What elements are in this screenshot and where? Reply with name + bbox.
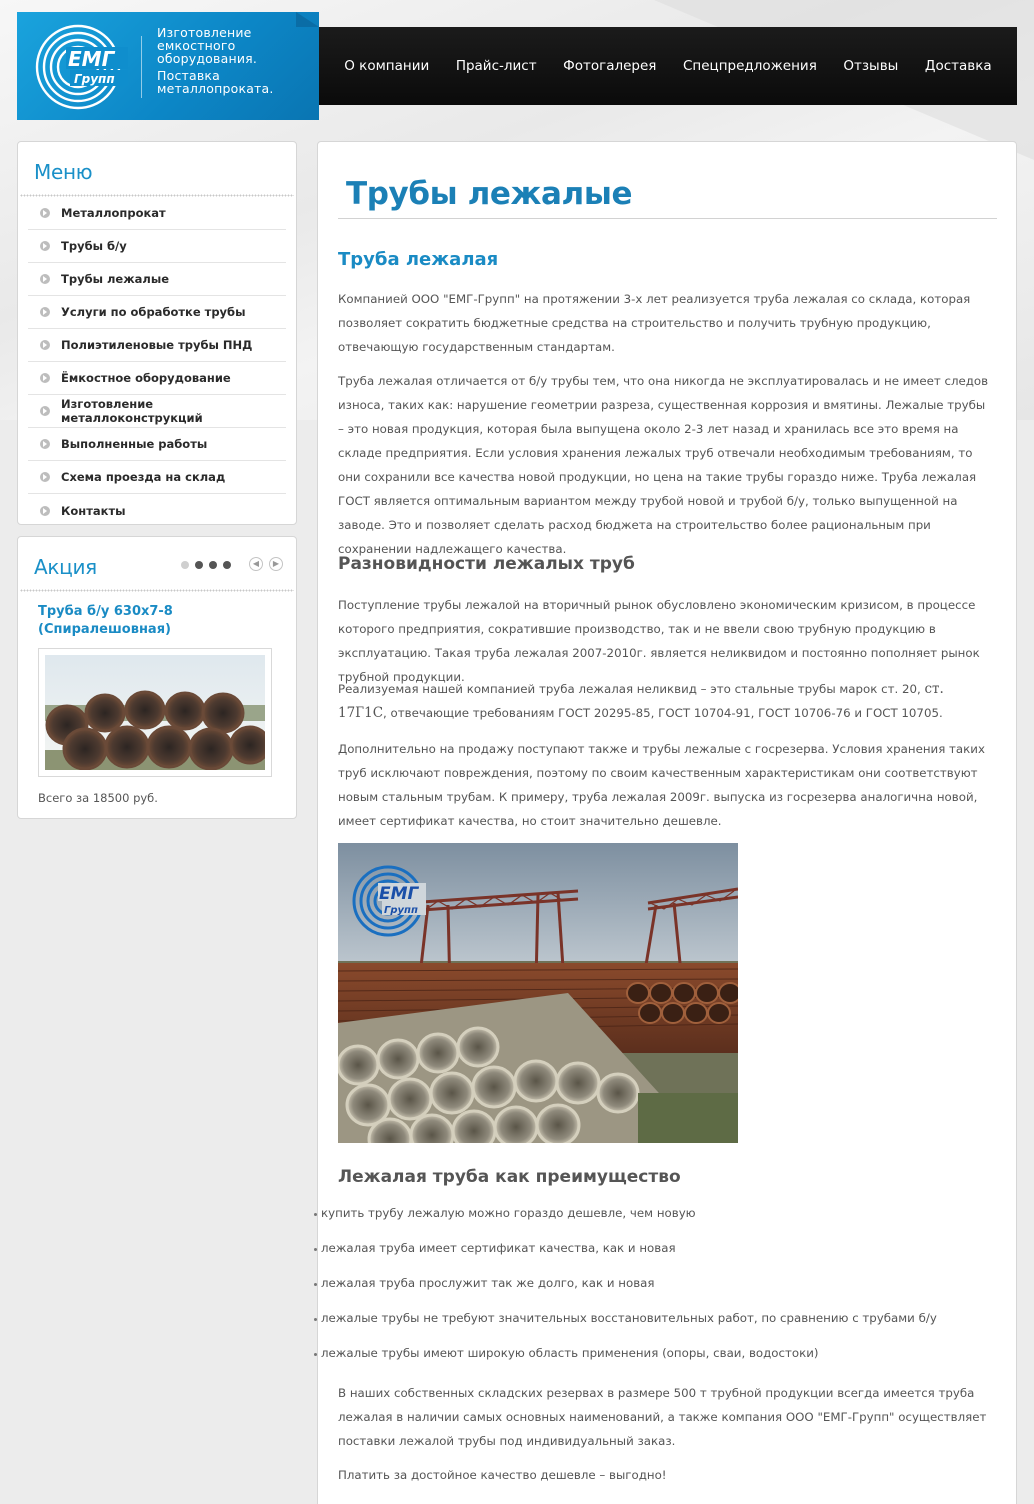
slider-prev-button[interactable] bbox=[249, 557, 263, 571]
warehouse-photo-image bbox=[338, 843, 738, 1143]
grades-steel-mark: ст. 17Г1С bbox=[338, 681, 944, 721]
advantage-heading: Лежалая труба как преимущество bbox=[338, 1167, 681, 1187]
main-content bbox=[317, 141, 1017, 1504]
slider-pagination bbox=[181, 561, 231, 569]
chevron-right-icon: ▶ bbox=[272, 559, 280, 568]
company-tagline bbox=[157, 26, 279, 95]
logo-banner[interactable] bbox=[17, 12, 319, 120]
arrow-bullet-icon bbox=[40, 406, 50, 416]
sidebar-item-label: Металлопрокат bbox=[61, 206, 166, 220]
top-navigation bbox=[319, 27, 1017, 105]
company-logo-icon bbox=[32, 21, 134, 111]
sidebar-item-label: Схема проезда на склад bbox=[61, 470, 226, 484]
sidebar-item-label: Трубы лежалые bbox=[61, 272, 170, 286]
grades-text-start: Реализуемая нашей компанией труба лежалая неликвид – это стальные трубы марок ст. 20, bbox=[338, 682, 925, 696]
sidebar-item-pipe-processing[interactable] bbox=[28, 296, 286, 329]
closing-paragraph: Платить за достойное качество дешевле – выгодно! bbox=[338, 1468, 667, 1482]
sidebar-item-contacts[interactable] bbox=[28, 494, 286, 527]
slide-dot[interactable] bbox=[223, 561, 231, 569]
reserve-paragraph: Дополнительно на продажу поступают также и трубы лежалые с госрезерва. Условия хранения таких труб исключают повреждения, поэтому по своим качественным характеристикам они соответствуют новым стальным трубам. К примеру, труба лежалая 2009г. выпуска из госрезерва аналогична новой, имеет сертификат качества, но стоит значительно дешевле. bbox=[338, 742, 985, 828]
sidebar-item-completed-works[interactable] bbox=[28, 428, 286, 461]
sidebar-item-label: Изготовление металлоконструкций bbox=[61, 397, 203, 425]
title-divider bbox=[338, 218, 997, 219]
slide-dot[interactable] bbox=[209, 561, 217, 569]
tagline-supply: Поставка металлопроката. bbox=[157, 68, 274, 96]
arrow-bullet-icon bbox=[40, 208, 50, 218]
warehouse-reserve-paragraph: В наших собственных складских резервах в размере 500 т трубной продукции всегда имеется труба лежалая в наличии самых основных наименований, а также компания ООО "ЕМГ-Групп" осуществляет поставки лежалой трубы под индивидуальный заказ. bbox=[338, 1386, 987, 1448]
list-item bbox=[314, 1241, 937, 1276]
sidebar-item-metal-structures[interactable] bbox=[28, 395, 286, 428]
difference-paragraph: Труба лежалая отличается от б/у трубы тем, что она никогда не эксплуатировалась и не имеет следов износа, таких как: нарушение геометрии разреза, существенная коррозия и вмятины. Лежалые трубы – это новая продукция, которая была выпущена около 2-3 лет назад и хранилась все это время на складе предприятия. Если условия хранения лежалых труб отвечали необходимым требованиям, то они сохранили все качества новой продукции, но цена на такие трубы гораздо ниже. Труба лежалая ГОСТ является оптимальным вариантом между трубой новой и трубой б/у, только выпущенной на заводе. Это и позволяет сделать расход бюджета на строительство более рациональным при сохранении надлежащего качества. bbox=[338, 374, 989, 556]
tagline-manufacturing: Изготовление емкостного оборудования. bbox=[157, 25, 258, 66]
sidebar-item-label: Трубы б/у bbox=[61, 239, 127, 253]
advantages-list bbox=[314, 1206, 937, 1381]
bullet-dot-icon bbox=[314, 1353, 317, 1356]
nav-reviews[interactable]: Отзывы bbox=[843, 58, 899, 74]
nav-about[interactable]: О компании bbox=[344, 58, 430, 74]
advantage-text: купить трубу лежалую можно гораздо дешевле, чем новую bbox=[321, 1206, 696, 1220]
promo-title: Акция bbox=[34, 555, 97, 579]
logo-text-main: ЕМГ bbox=[68, 47, 115, 71]
warehouse-photo[interactable] bbox=[338, 843, 738, 1143]
list-item bbox=[314, 1206, 937, 1241]
nav-delivery[interactable]: Доставка bbox=[924, 58, 992, 74]
arrow-bullet-icon bbox=[40, 241, 50, 251]
sidebar-item-label: Ёмкостное оборудование bbox=[61, 371, 231, 385]
promo-price: Всего за 18500 руб. bbox=[38, 791, 158, 805]
dotted-divider bbox=[20, 589, 294, 592]
advantage-text: лежалая труба имеет сертификат качества, как и новая bbox=[321, 1241, 676, 1255]
sidebar-item-label: Услуги по обработке трубы bbox=[61, 305, 246, 319]
market-paragraph: Поступление трубы лежалой на вторичный рынок обусловлено экономическим кризисом, в процессе которого предприятия, сократившие производство, так и не ввели свою трубную продукцию в эксплуатацию. Такая труба лежалая 2007-2010г. является неликвидом и постоянно пополняет рынок трубной продукции. bbox=[338, 598, 980, 684]
intro-paragraph: Компанией ООО "ЕМГ-Групп" на протяжении 3-х лет реализуется труба лежалая со склада, которая позволяет сократить бюджетные средства на строительство и получить трубную продукцию, отвечающую государственным стандартам. bbox=[338, 292, 971, 354]
bullet-dot-icon bbox=[314, 1283, 317, 1286]
sidebar-menu bbox=[17, 141, 297, 525]
slide-dot[interactable] bbox=[181, 561, 189, 569]
varieties-heading: Разновидности лежалых труб bbox=[338, 554, 635, 574]
photo-logo-text-sub: Групп bbox=[384, 905, 418, 916]
promo-widget bbox=[17, 536, 297, 819]
logo-fold-decoration bbox=[296, 12, 319, 27]
list-item bbox=[314, 1311, 937, 1346]
section-heading: Труба лежалая bbox=[338, 249, 499, 270]
arrow-bullet-icon bbox=[40, 274, 50, 284]
arrow-bullet-icon bbox=[40, 373, 50, 383]
list-item bbox=[314, 1346, 937, 1381]
nav-special-offers[interactable]: Спецпредложения bbox=[682, 58, 817, 74]
sidebar-item-tank-equipment[interactable] bbox=[28, 362, 286, 395]
pipes-photo bbox=[45, 655, 265, 770]
arrow-bullet-icon bbox=[40, 307, 50, 317]
slider-next-button[interactable] bbox=[269, 557, 283, 571]
bullet-dot-icon bbox=[314, 1248, 317, 1251]
bullet-dot-icon bbox=[314, 1213, 317, 1216]
arrow-bullet-icon bbox=[40, 340, 50, 350]
sidebar-item-stored-pipes[interactable] bbox=[28, 263, 286, 296]
logo-divider bbox=[141, 36, 142, 98]
arrow-bullet-icon bbox=[40, 472, 50, 482]
sidebar-item-warehouse-map[interactable] bbox=[28, 461, 286, 494]
list-item bbox=[314, 1276, 937, 1311]
sidebar-item-label: Полиэтиленовые трубы ПНД bbox=[61, 338, 253, 352]
arrow-bullet-icon bbox=[40, 439, 50, 449]
grades-paragraph bbox=[338, 677, 992, 725]
arrow-bullet-icon bbox=[40, 506, 50, 516]
menu-title: Меню bbox=[34, 160, 93, 184]
menu-list bbox=[18, 197, 296, 527]
logo-text-sub: Групп bbox=[74, 72, 115, 86]
promo-item-link[interactable]: Труба б/у 630х7-8 (Спиралешовная) bbox=[38, 604, 173, 637]
nav-price-list[interactable]: Прайс-лист bbox=[455, 58, 537, 74]
promo-image[interactable] bbox=[38, 648, 272, 777]
sidebar-item-label: Выполненные работы bbox=[61, 437, 208, 451]
advantage-text: лежалые трубы имеют широкую область применения (опоры, сваи, водостоки) bbox=[321, 1346, 819, 1360]
bullet-dot-icon bbox=[314, 1318, 317, 1321]
sidebar-item-pe-pipes[interactable] bbox=[28, 329, 286, 362]
photo-logo-text-main: ЕМГ bbox=[379, 884, 419, 904]
grades-text-end: , отвечающие требованиям ГОСТ 20295-85, ГОСТ 10704-91, ГОСТ 10706-76 и ГОСТ 10705. bbox=[383, 706, 943, 720]
advantage-text: лежалая труба прослужит так же долго, как и новая bbox=[321, 1276, 655, 1290]
sidebar-item-label: Контакты bbox=[61, 503, 126, 518]
nav-gallery[interactable]: Фотогалерея bbox=[563, 58, 657, 74]
sidebar-item-used-pipes[interactable] bbox=[28, 230, 286, 263]
page-title: Трубы лежалые bbox=[346, 176, 633, 212]
slide-dot[interactable] bbox=[195, 561, 203, 569]
advantage-text: лежалые трубы не требуют значительных восстановительных работ, по сравнению с трубами б/у bbox=[321, 1311, 937, 1325]
chevron-left-icon: ◀ bbox=[252, 559, 260, 568]
sidebar-item-metal-rolling[interactable] bbox=[28, 197, 286, 230]
